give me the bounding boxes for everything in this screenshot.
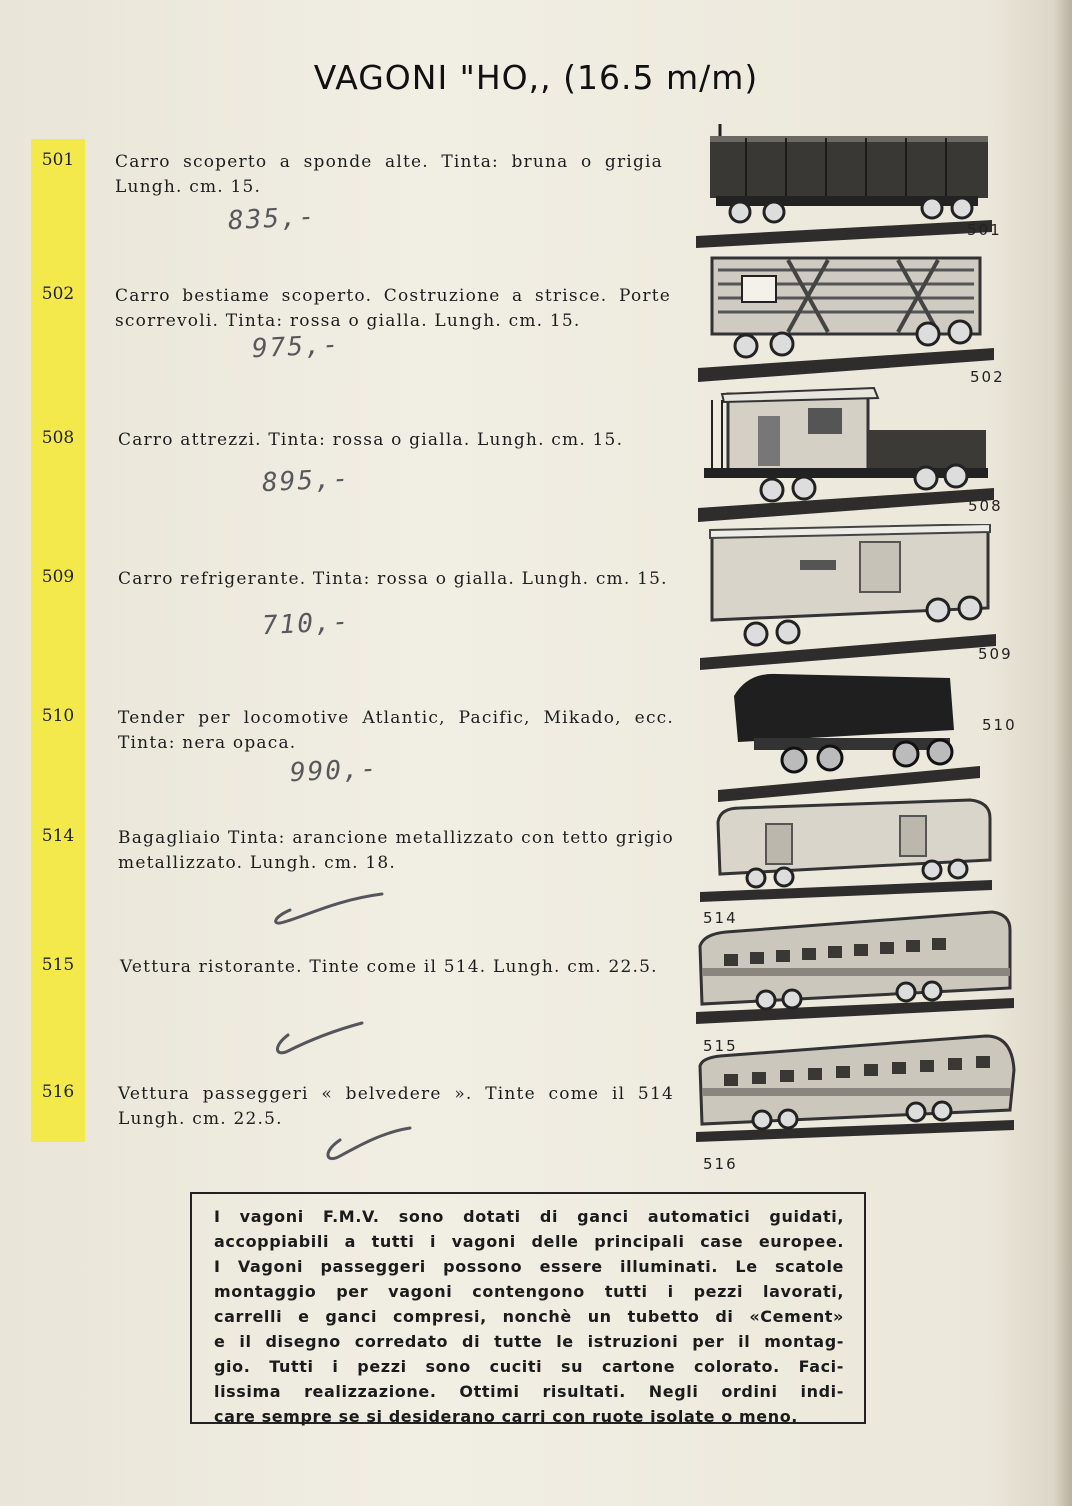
tool-wagon-photo (698, 386, 998, 526)
info-line: e il disegno corredato di tutte le istruzioni per il montag- (214, 1332, 844, 1351)
info-line: montaggio per vagoni contengono tutti i pezzi lavorati, (214, 1282, 844, 1301)
photo-label: 510 (982, 716, 1017, 734)
item-514 (0, 826, 690, 946)
cattle-wagon-photo (698, 250, 998, 384)
item-code: 516 (41, 1082, 75, 1102)
pencil-check-mark (268, 1017, 388, 1067)
item-501 (0, 150, 690, 270)
pencil-check-mark (266, 888, 386, 938)
photo-label: 509 (978, 645, 1013, 663)
item-515 (0, 955, 690, 1075)
item-code: 501 (41, 150, 75, 170)
item-code: 509 (41, 567, 75, 587)
photo-label: 515 (703, 1037, 738, 1055)
item-description: Tender per locomotive Atlantic, Pacific, Mikado, ecc. Tinta: nera opaca. (118, 708, 674, 753)
item-508 (0, 428, 690, 548)
info-line: I vagoni F.M.V. sono dotati di ganci automatici guidati, (214, 1207, 844, 1226)
item-description: Carro bestiame scoperto. Costruzione a strisce. Porte scorrevoli. Tinta: rossa o gialla. Lungh. cm. 15. (115, 286, 671, 331)
item-502 (0, 284, 690, 404)
item-price: 975,- (251, 329, 342, 365)
refrigerator-wagon-photo (700, 524, 1000, 672)
item-description: Bagagliaio Tinta: arancione metallizzato con tetto grigio metallizzato. Lungh. cm. 18. (118, 828, 674, 873)
photo-label: 516 (703, 1155, 738, 1173)
photo-label: 508 (968, 497, 1003, 515)
item-price: 835,- (227, 201, 318, 237)
item-description: Carro refrigerante. Tinta: rossa o gialla. Lungh. cm. 15. (118, 569, 668, 589)
item-price: 895,- (261, 463, 352, 499)
item-price: 990,- (289, 753, 380, 789)
info-box (190, 1192, 866, 1424)
photo-label: 502 (970, 368, 1005, 386)
info-line: carrelli e ganci compresi, nonchè un tubetto di «Cement» (214, 1307, 844, 1326)
info-line: gio. Tutti i pezzi sono cuciti su cartone colorato. Faci- (214, 1357, 844, 1376)
info-line: lissima realizzazione. Ottimi risultati. Negli ordini indi- (214, 1382, 844, 1401)
item-description: Carro attrezzi. Tinta: rossa o gialla. Lungh. cm. 15. (118, 430, 624, 450)
info-line: accoppiabili a tutti i vagoni delle principali case europee. (214, 1232, 844, 1251)
observation-car-photo (696, 1030, 1018, 1144)
baggage-car-photo (700, 796, 996, 904)
item-description: Vettura passeggeri « belvedere ». Tinte come il 514 Lungh. cm. 22.5. (118, 1084, 674, 1129)
item-510 (0, 706, 690, 826)
photo-label: 514 (703, 909, 738, 927)
photo-label: 501 (967, 221, 1002, 239)
item-code: 502 (41, 284, 75, 304)
info-line: care sempre se si desiderano carri con ruote isolate o meno. (214, 1407, 798, 1426)
item-price: 710,- (261, 606, 352, 642)
item-code: 514 (41, 826, 75, 846)
item-description: Carro scoperto a sponde alte. Tinta: bruna o grigia Lungh. cm. 15. (115, 152, 663, 197)
item-code: 508 (41, 428, 75, 448)
tender-photo (718, 668, 984, 804)
open-wagon-photo (696, 124, 996, 250)
item-code: 510 (41, 706, 75, 726)
info-line: I Vagoni passeggeri possono essere illuminati. Le scatole (214, 1257, 844, 1276)
item-509 (0, 567, 690, 687)
item-code: 515 (41, 955, 75, 975)
page-title: VAGONI "HO,, (16.5 m/m) (313, 58, 759, 97)
item-516 (0, 1082, 690, 1202)
pencil-check-mark (318, 1120, 438, 1170)
dining-car-photo (696, 908, 1018, 1026)
item-description: Vettura ristorante. Tinte come il 514. Lungh. cm. 22.5. (120, 957, 658, 977)
